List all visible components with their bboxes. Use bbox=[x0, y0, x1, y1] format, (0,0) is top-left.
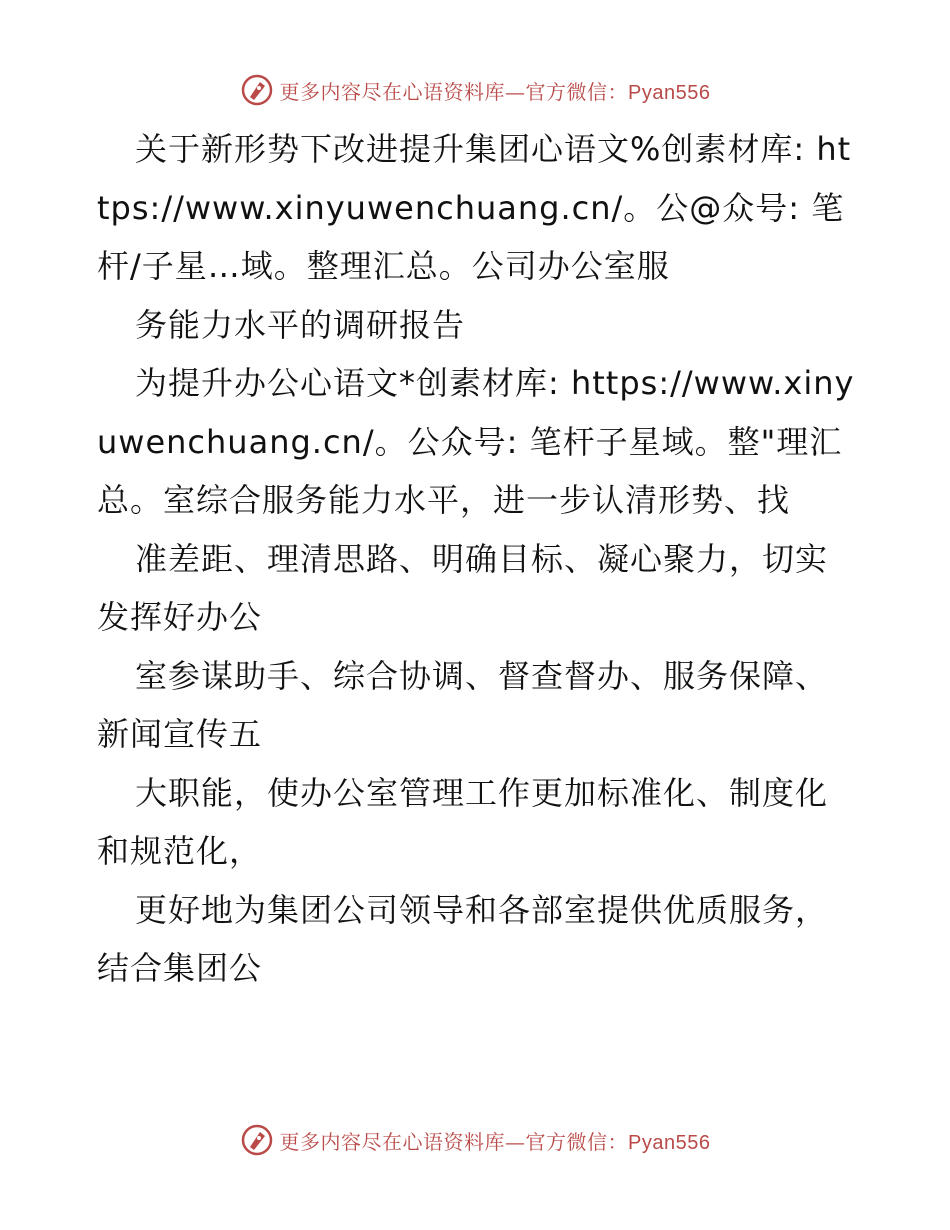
header-watermark bbox=[0, 70, 950, 110]
paragraph-5: 室参谋助手、综合协调、督查督办、服务保障、新闻宣传五 bbox=[97, 656, 829, 753]
pen-nib-circle-icon bbox=[240, 1123, 274, 1157]
paragraph-1: 关于新形势下改进提升集团心语文%创素材库: https://www.xinyuwenchuang.cn/。公@众号: 笔杆/子星…域。整理汇总。公司办公室服 bbox=[97, 130, 852, 285]
paragraph-2: 务能力水平的调研报告 bbox=[135, 305, 466, 344]
paragraph-7: 更好地为集团公司领导和各部室提供优质服务，结合集团公 bbox=[97, 890, 829, 987]
footer-watermark bbox=[0, 1120, 950, 1160]
paragraph-3: 为提升办公心语文*创素材库: https://www.xinyuwenchuang.cn/。公众号: 笔杆子星域。整"理汇总。室综合服务能力水平，进一步认清形势、找 bbox=[97, 364, 855, 519]
document-body bbox=[97, 120, 857, 998]
watermark-text: 更多内容尽在心语资料库—官方微信：Pyan556 bbox=[279, 79, 711, 104]
pen-nib-circle-icon bbox=[240, 73, 274, 107]
watermark-wechat-id: Pyan556 bbox=[628, 81, 711, 104]
watermark-text: 更多内容尽在心语资料库—官方微信：Pyan556 bbox=[279, 1129, 711, 1154]
paragraph-6: 大职能，使办公室管理工作更加标准化、制度化和规范化， bbox=[97, 773, 829, 870]
paragraph-4: 准差距、理清思路、明确目标、凝心聚力，切实发挥好办公 bbox=[97, 539, 829, 636]
watermark-wechat-id: Pyan556 bbox=[628, 1131, 711, 1154]
